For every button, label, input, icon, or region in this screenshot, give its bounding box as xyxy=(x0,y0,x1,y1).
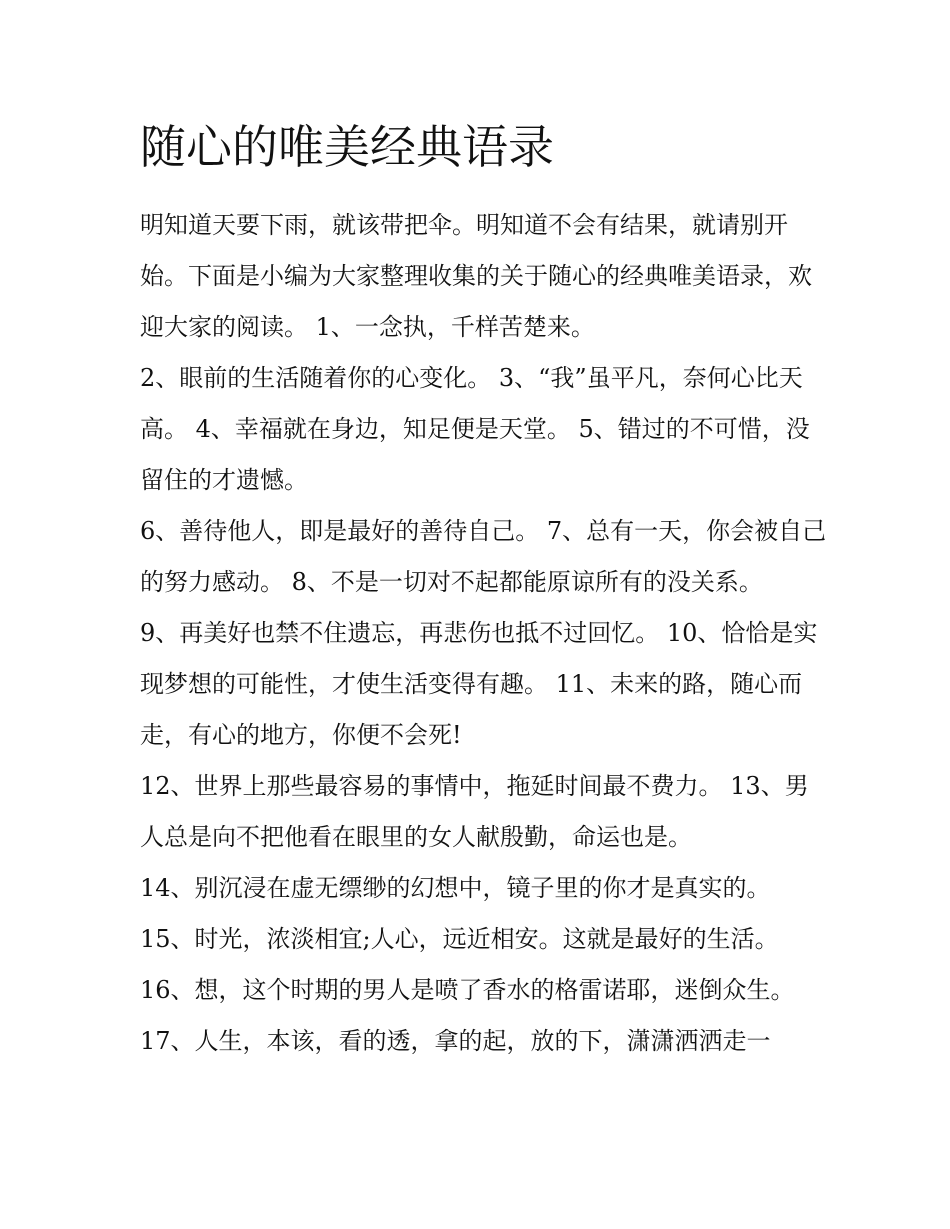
paragraph-7: 15、时光，浓淡相宜;人心，远近相安。这就是最好的生活。 xyxy=(140,925,779,953)
paragraph-1: 明知道天要下雨，就该带把伞。明知道不会有结果，就请别开始。下面是小编为大家整理收集的关于随心的经典唯美语录，欢迎大家的阅读。 1、一念执，千样苦楚来。 xyxy=(140,211,812,341)
paragraph-3: 6、善待他人，即是最好的善待自己。 7、总有一天，你会被自己的努力感动。 8、不是一切对不起都能原谅所有的没关系。 xyxy=(140,517,827,596)
paragraph-9: 17、人生，本该，看的透，拿的起，放的下，潇潇洒洒走一 xyxy=(140,1027,771,1055)
document-page xyxy=(140,112,830,1067)
document-title: 随心的唯美经典语录 xyxy=(140,120,554,174)
paragraph-6: 14、别沉浸在虚无缥缈的幻想中，镜子里的你才是真实的。 xyxy=(140,874,771,902)
paragraph-5: 12、世界上那些最容易的事情中，拖延时间最不费力。 13、男人总是向不把他看在眼里的女人献殷勤，命运也是。 xyxy=(140,772,809,851)
paragraph-4: 9、再美好也禁不住遗忘，再悲伤也抵不过回忆。 10、恰恰是实现梦想的可能性，才使生活变得有趣。 11、未来的路，随心而走，有心的地方，你便不会死! xyxy=(140,619,818,749)
paragraph-2: 2、眼前的生活随着你的心变化。 3、“我”虽平凡，奈何心比天高。 4、幸福就在身边，知足便是天堂。 5、错过的不可惜，没留住的才遗憾。 xyxy=(140,364,810,494)
paragraph-8: 16、想，这个时期的男人是喷了香水的格雷诺耶，迷倒众生。 xyxy=(140,976,795,1004)
